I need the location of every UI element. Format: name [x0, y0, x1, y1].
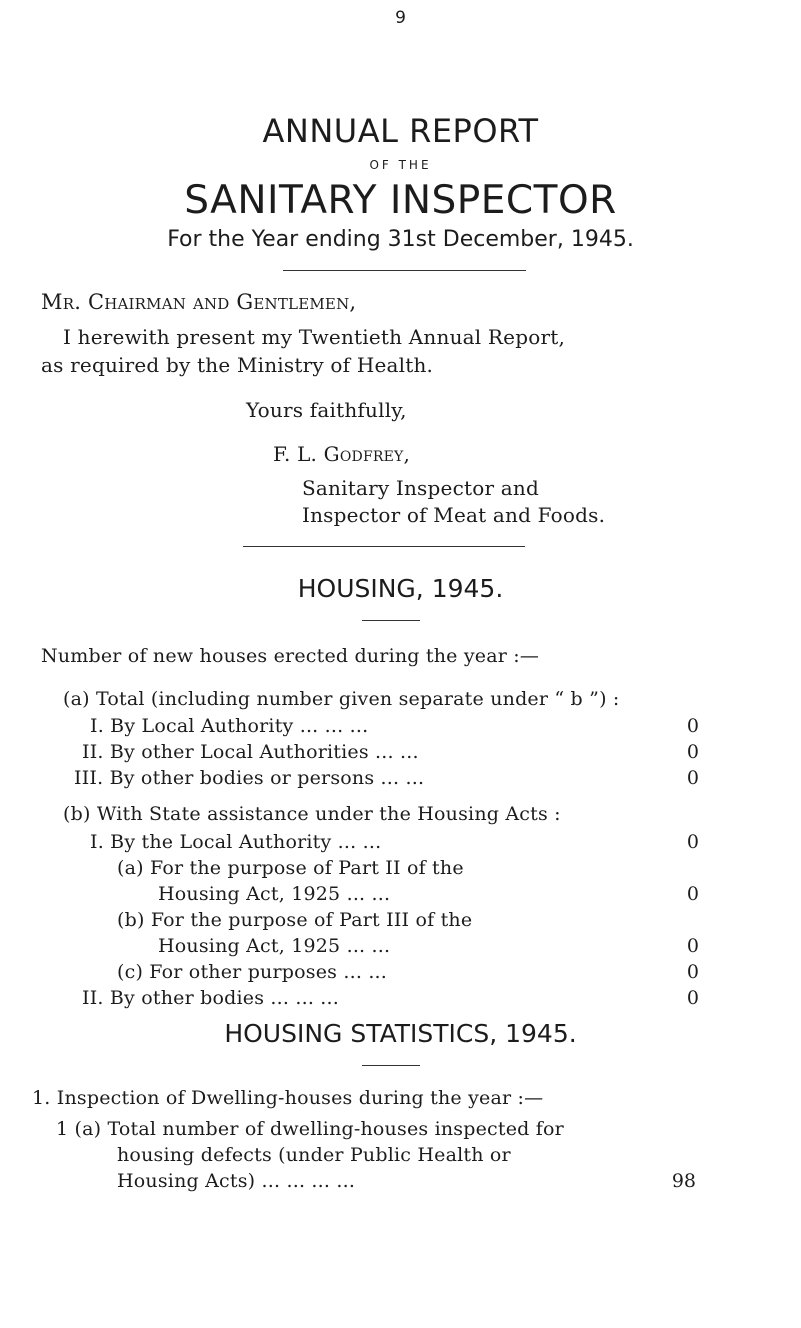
- housing-a-row-value: 0: [686, 741, 699, 763]
- statistics-item1: 1. Inspection of Dwelling-houses during the year :—: [32, 1087, 544, 1109]
- statistics-item1a-line1: 1 (a) Total number of dwelling-houses inspected for: [56, 1118, 564, 1140]
- statistics-item1a-line3: Housing Acts) ... ... ... ...: [117, 1170, 356, 1192]
- housing-a-row: III. By other bodies or persons ... ...: [74, 767, 425, 789]
- housing-b-row-value: 0: [686, 883, 699, 905]
- housing-b-row: Housing Act, 1925 ... ...: [158, 935, 391, 957]
- report-title: ANNUAL REPORT: [262, 112, 539, 150]
- housing-b-row: II. By other bodies ... ... ...: [82, 987, 340, 1009]
- salutation: Mr. Chairman and Gentlemen,: [41, 290, 357, 314]
- letter-body-line1: I herewith present my Twentieth Annual Report,: [63, 325, 566, 349]
- title-divider: [283, 270, 526, 271]
- housing-a-heading: (a) Total (including number given separate under “ b ”) :: [63, 688, 620, 710]
- housing-a-row: II. By other Local Authorities ... ...: [82, 741, 419, 763]
- housing-b-row-value: 0: [686, 831, 699, 853]
- housing-b-row-value: 0: [686, 935, 699, 957]
- report-subtitle-of-the: OF THE: [369, 158, 432, 172]
- housing-b-row-value: 0: [686, 987, 699, 1009]
- signatory-role-line2: Inspector of Meat and Foods.: [302, 503, 606, 527]
- report-title-sanitary-inspector: SANITARY INSPECTOR: [184, 178, 617, 223]
- statistics-heading-underline: [362, 1065, 420, 1066]
- report-period: For the Year ending 31st December, 1945.: [167, 227, 634, 252]
- housing-a-row-value: 0: [686, 715, 699, 737]
- housing-intro: Number of new houses erected during the year :—: [41, 645, 540, 667]
- housing-a-row: I. By Local Authority ... ... ...: [90, 715, 369, 737]
- housing-b-row: I. By the Local Authority ... ...: [90, 831, 382, 853]
- page-number: 9: [395, 8, 406, 28]
- signatory-role-line1: Sanitary Inspector and: [302, 476, 539, 500]
- housing-b-row: (b) For the purpose of Part III of the: [117, 909, 473, 931]
- housing-heading-underline: [362, 620, 420, 621]
- housing-b-heading: (b) With State assistance under the Housing Acts :: [63, 803, 561, 825]
- statistics-item1a-line2: housing defects (under Public Health or: [117, 1144, 511, 1166]
- closing: Yours faithfully,: [246, 398, 407, 422]
- signatory: F. L. Godfrey,: [273, 442, 411, 466]
- statistics-item1a-value: 98: [671, 1170, 696, 1192]
- statistics-heading: HOUSING STATISTICS, 1945.: [224, 1019, 577, 1048]
- housing-b-row: Housing Act, 1925 ... ...: [158, 883, 391, 905]
- housing-b-row-value: 0: [686, 961, 699, 983]
- housing-heading: HOUSING, 1945.: [297, 574, 504, 603]
- housing-b-row: (c) For other purposes ... ...: [117, 961, 388, 983]
- letter-divider: [243, 546, 525, 547]
- housing-b-row: (a) For the purpose of Part II of the: [117, 857, 464, 879]
- housing-a-row-value: 0: [686, 767, 699, 789]
- letter-body-line2: as required by the Ministry of Health.: [41, 353, 434, 377]
